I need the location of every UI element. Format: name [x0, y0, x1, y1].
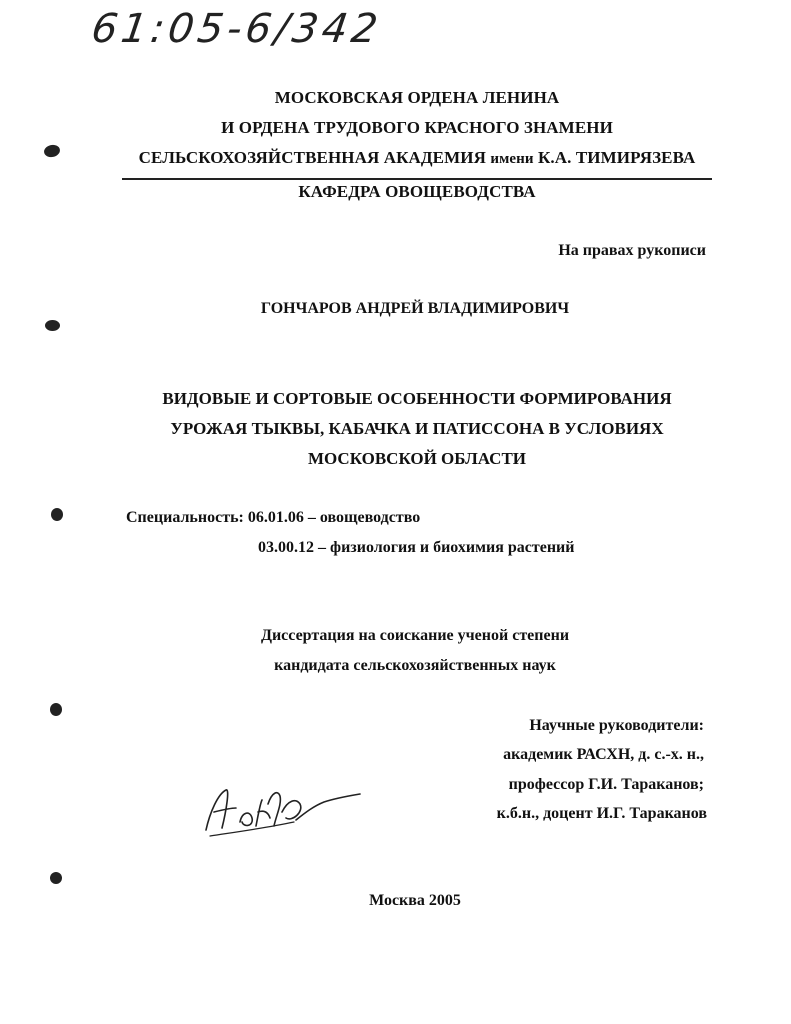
institution-namesake: К.А. ТИМИРЯЗЕВА [538, 148, 696, 167]
supervisors-heading: Научные руководители: [529, 717, 704, 734]
title-line-1: ВИДОВЫЕ И СОРТОВЫЕ ОСОБЕННОСТИ ФОРМИРОВАНИЯ [162, 389, 672, 408]
rights-note: На правах рукописи [558, 242, 706, 259]
department: КАФЕДРА ОВОЩЕВОДСТВА [298, 182, 536, 201]
supervisors-line-1: академик РАСХН, д. с.-х. н., [503, 746, 704, 763]
specialty-second: 03.00.12 – физиология и биохимия растений [258, 539, 575, 556]
scan-mark-5 [50, 872, 62, 884]
institution-imeni: имени [490, 151, 534, 167]
title-line-3: МОСКОВСКОЙ ОБЛАСТИ [307, 449, 527, 468]
signature-image [196, 782, 366, 844]
header-divider [122, 178, 712, 180]
supervisors-line-2: профессор Г.И. Тараканов; [508, 776, 704, 793]
scan-mark-1 [43, 143, 61, 158]
institution-line-1: МОСКОВСКАЯ ОРДЕНА ЛЕНИНА [274, 88, 560, 107]
city-year: Москва 2005 [369, 892, 461, 909]
scan-mark-4 [50, 703, 62, 716]
dissertation-line-1: Диссертация на соискание ученой степени [260, 627, 570, 644]
scan-mark-2 [45, 320, 60, 331]
specialty-label: Специальность: 06.01.06 – овощеводство [126, 509, 421, 526]
supervisors-line-3: к.б.н., доцент И.Г. Тараканов [496, 805, 707, 822]
archive-code: 61:05-6/342 [88, 6, 385, 52]
title-line-2: УРОЖАЯ ТЫКВЫ, КАБАЧКА И ПАТИССОНА В УСЛОВИЯХ [170, 419, 664, 438]
institution-academy: СЕЛЬСКОХОЗЯЙСТВЕННАЯ АКАДЕМИЯ [138, 148, 486, 167]
dissertation-line-2: кандидата сельскохозяйственных наук [274, 657, 556, 674]
institution-line-3 [122, 148, 712, 168]
institution-line-2: И ОРДЕНА ТРУДОВОГО КРАСНОГО ЗНАМЕНИ [221, 118, 613, 137]
author-name: ГОНЧАРОВ АНДРЕЙ ВЛАДИМИРОВИЧ [260, 300, 570, 317]
scan-mark-3 [51, 508, 63, 521]
